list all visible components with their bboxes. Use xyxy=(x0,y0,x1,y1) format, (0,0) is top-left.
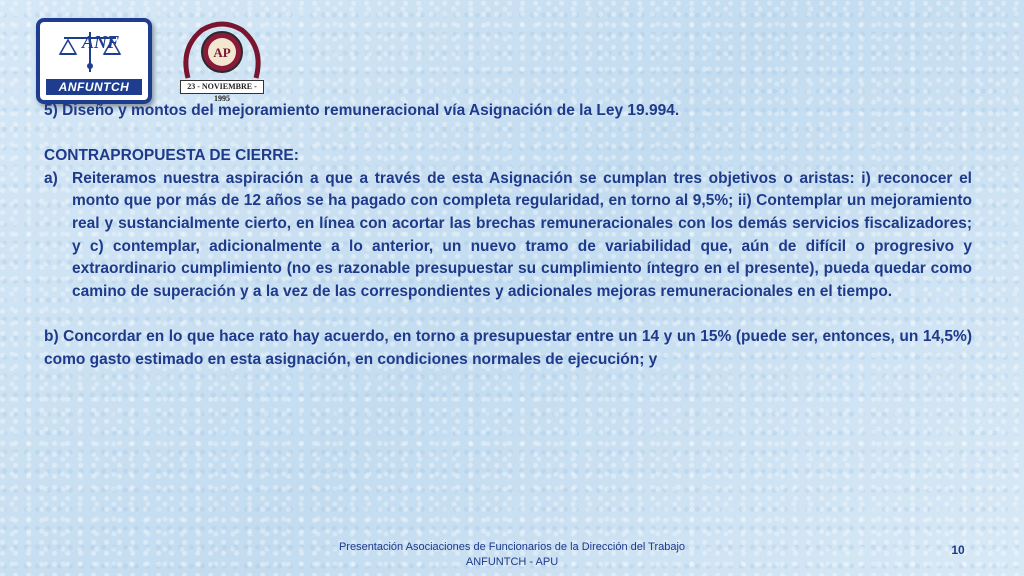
slide-title: 5) Diseño y montos del mejoramiento remuneracional vía Asignación de la Ley 19.994. xyxy=(44,102,680,119)
apu-logo-date: 23 - NOVIEMBRE - 1995 xyxy=(180,80,264,94)
svg-text:ANF: ANF xyxy=(82,32,120,52)
apu-emblem-icon xyxy=(176,18,268,84)
list-item-a-marker: a) xyxy=(44,169,58,187)
subheading: CONTRAPROPUESTA DE CIERRE: xyxy=(44,147,299,165)
footer-line-1: Presentación Asociaciones de Funcionarios de la Dirección del Trabajo xyxy=(338,541,686,553)
list-item-a-text: Reiteramos nuestra aspiración a que a través de esta Asignación se cumplan tres objetivos o aristas: i) reconocer el monto que por más de 12 años se ha pagado con completa regularidad, en torno al 9,5%; ii) Contemplar un mejoramiento real y sustancialmente cierto, en línea con acortar las brechas remuneracionales con los demás servicios fiscalizadores; y c) contemplar, adicionalmente a lo anterior, un nuevo tramo de variabilidad que, aún de difícil o progresivo y extraordinario cumplimiento (no es razonable presupuestar su cumplimiento íntegro en el presente), pueda quedar como camino de superación y a la vez de las correspondientes y adicionales mejoras remuneracionales en el tiempo. xyxy=(72,169,972,300)
footer xyxy=(300,540,724,570)
apu-logo xyxy=(176,18,268,103)
svg-text:AP: AP xyxy=(213,45,231,60)
list-item-b-text: b) Concordar en lo que hace rato hay acuerdo, en torno a presupuestar entre un 14 y un 15% (puede ser, entonces, un 14,5%) como gasto estimado en esta asignación, en condiciones normales de ejecución; y xyxy=(44,327,972,368)
scales-of-justice-icon xyxy=(58,28,122,76)
anfuntch-logo xyxy=(36,18,152,104)
page-number: 10 xyxy=(951,543,965,557)
anfuntch-logo-name: ANFUNTCH xyxy=(46,79,142,95)
list-item-a xyxy=(44,168,972,304)
slide-content xyxy=(44,100,972,371)
footer-line-2: ANFUNTCH - APU xyxy=(465,556,559,568)
